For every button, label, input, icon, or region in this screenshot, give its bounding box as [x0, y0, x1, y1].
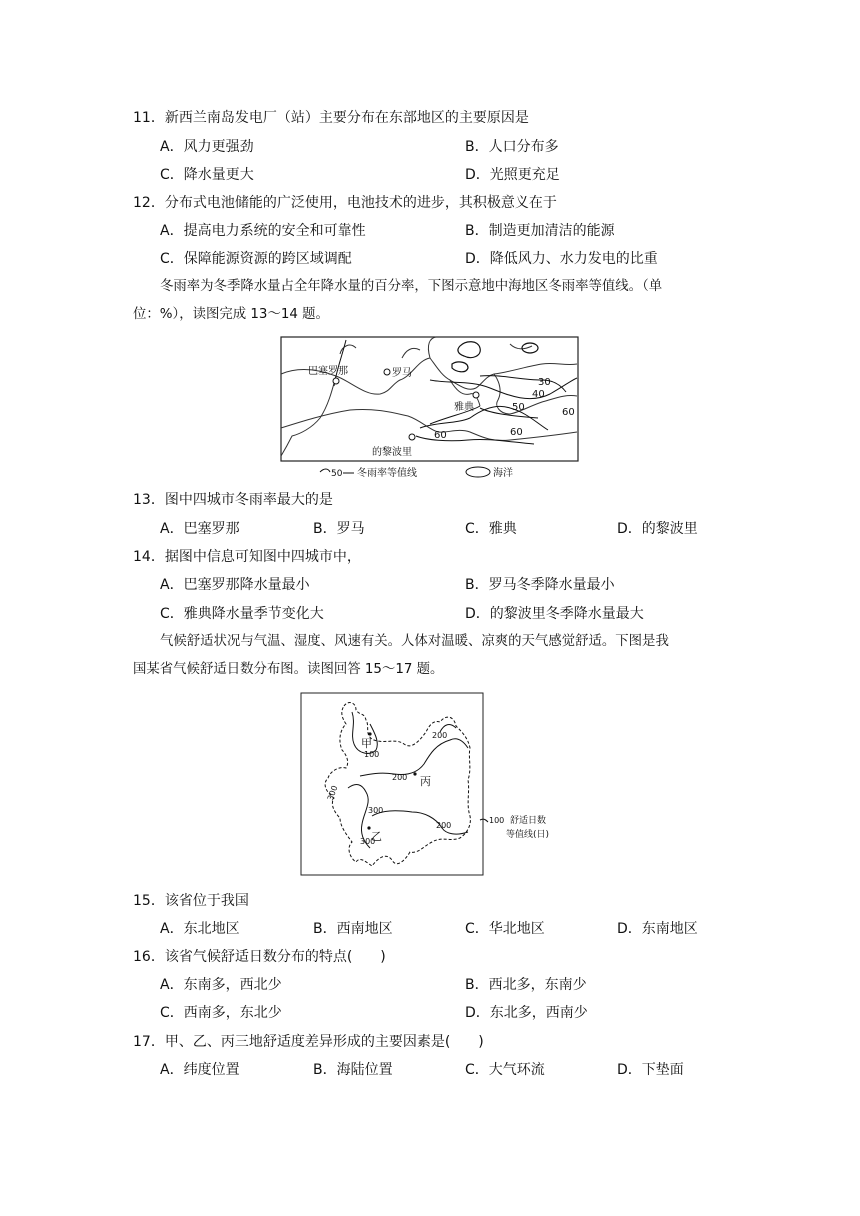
place-label-yi: 乙: [371, 830, 382, 843]
isoline-value-60-east: 60: [562, 407, 575, 418]
q12-option-c[interactable]: C．保障能源资源的跨区域调配: [160, 251, 352, 267]
q12-option-a[interactable]: A．提高电力系统的安全和可靠性: [160, 223, 366, 239]
city-label-rome: 罗马: [392, 368, 412, 379]
q16-option-a[interactable]: A．东南多，西北少: [160, 977, 282, 993]
q16-option-c[interactable]: C．西南多，东北少: [160, 1005, 282, 1021]
legend-isoline-label: 冬雨率等值线: [357, 468, 417, 479]
q16-option-b[interactable]: B．西北多，东南少: [465, 977, 587, 993]
q12-option-d[interactable]: D．降低风力、水力发电的比重: [465, 251, 658, 267]
q11-option-a[interactable]: A．风力更强劲: [160, 139, 254, 155]
q15-option-a[interactable]: A．东北地区: [160, 921, 240, 937]
legend-comfort-isoline-symbol: [480, 819, 488, 822]
isoline-value-200-southeast: 200: [436, 821, 452, 830]
q13-option-c[interactable]: C．雅典: [465, 521, 517, 537]
isoline-value-300-south: 300: [360, 837, 376, 846]
isoline-value-200-northeast: 200: [432, 731, 448, 740]
isoline-value-50: 50: [512, 402, 525, 413]
q14-option-b[interactable]: B．罗马冬季降水量最小: [465, 577, 615, 593]
q17-option-a[interactable]: A．纬度位置: [160, 1062, 240, 1078]
legend-comfort-sample: 100: [489, 816, 505, 825]
isoline-value-40: 40: [532, 389, 545, 400]
q13-option-a[interactable]: A．巴塞罗那: [160, 521, 240, 537]
q13-option-d[interactable]: D．的黎波里: [617, 521, 698, 537]
q14-stem: 14．据图中信息可知图中四城市中，: [133, 549, 361, 565]
q11-stem: 11．新西兰南岛发电厂（站）主要分布在东部地区的主要原因是: [133, 110, 529, 126]
intro1-line1: 冬雨率为冬季降水量占全年降水量的百分率，下图示意地中海地区冬雨率等值线。（单: [160, 279, 663, 294]
q11-option-c[interactable]: C．降水量更大: [160, 167, 254, 183]
intro2-line1: 气候舒适状况与气温、湿度、风速有关。人体对温暖、凉爽的天气感觉舒适。下图是我: [160, 634, 669, 649]
q17-stem: 17．甲、乙、丙三地舒适度差异形成的主要因素是( ): [133, 1034, 484, 1050]
legend-comfort-line1: 舒适日数: [510, 816, 547, 826]
legend-isoline-sample: 50: [331, 469, 343, 479]
city-label-tripoli: 的黎波里: [372, 447, 412, 458]
legend-ocean-symbol: [466, 467, 490, 477]
q14-option-c[interactable]: C．雅典降水量季节变化大: [160, 606, 324, 622]
q14-option-d[interactable]: D．的黎波里冬季降水量最大: [465, 606, 644, 622]
q17-option-b[interactable]: B．海陆位置: [313, 1062, 393, 1078]
intro2-line2: 国某省气候舒适日数分布图。读图回答 15～17 题。: [133, 662, 444, 677]
q12-option-b[interactable]: B．制造更加清洁的能源: [465, 223, 615, 239]
q17-option-d[interactable]: D．下垫面: [617, 1062, 684, 1078]
isoline-value-200-center: 200: [392, 773, 408, 782]
q11-option-b[interactable]: B．人口分布多: [465, 139, 559, 155]
intro1-line2: 位：%），读图完成 13～14 题。: [133, 307, 329, 322]
q12-stem: 12．分布式电池储能的广泛使用，电池技术的进步，其积极意义在于: [133, 195, 557, 211]
isoline-value-300-west: 300: [325, 784, 340, 802]
mediterranean-map: [280, 336, 580, 482]
isoline-value-30: 30: [538, 377, 551, 388]
city-label-barcelona: 巴塞罗那: [308, 366, 348, 377]
q16-stem: 16．该省气候舒适日数分布的特点( ): [133, 949, 386, 965]
place-label-jia: 甲: [361, 737, 372, 750]
legend-ocean-label: 海洋: [493, 468, 513, 479]
legend-comfort-line2: 等值线(日): [506, 830, 550, 840]
isoline-value-100: 100: [364, 750, 380, 759]
q15-option-d[interactable]: D．东南地区: [617, 921, 698, 937]
q13-stem: 13．图中四城市冬雨率最大的是: [133, 492, 333, 508]
isoline-value-60-west: 60: [434, 430, 447, 441]
q17-option-c[interactable]: C．大气环流: [465, 1062, 545, 1078]
q15-option-b[interactable]: B．西南地区: [313, 921, 393, 937]
q14-option-a[interactable]: A．巴塞罗那降水量最小: [160, 577, 310, 593]
city-label-athens: 雅典: [454, 402, 474, 413]
q15-stem: 15．该省位于我国: [133, 893, 249, 909]
q16-option-d[interactable]: D．东北多，西南少: [465, 1005, 588, 1021]
place-label-bing: 丙: [420, 775, 431, 788]
q15-option-c[interactable]: C．华北地区: [465, 921, 545, 937]
legend-isoline-symbol: [320, 469, 330, 472]
isoline-value-60-south: 60: [510, 427, 523, 438]
q13-option-b[interactable]: B．罗马: [313, 521, 365, 537]
q11-option-d[interactable]: D．光照更充足: [465, 167, 560, 183]
isoline-value-300-center: 300: [368, 806, 384, 815]
province-comfort-map: [300, 692, 570, 876]
